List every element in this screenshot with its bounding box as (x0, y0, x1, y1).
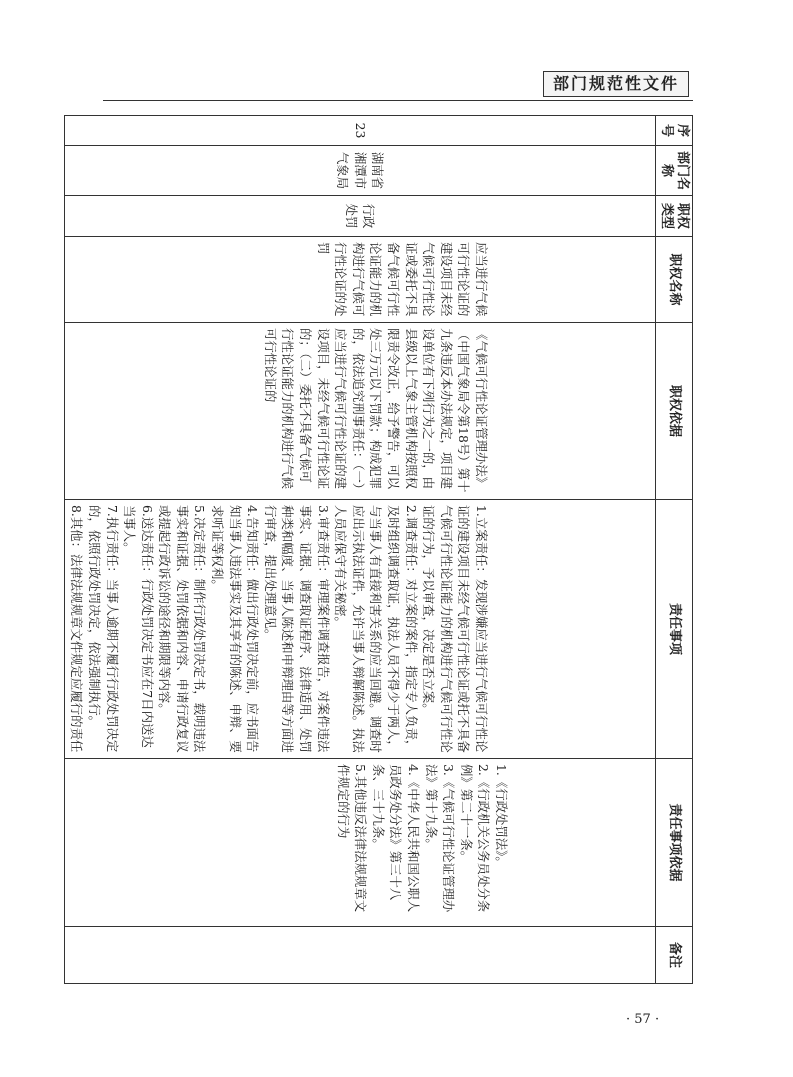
duty-item: 2.调查责任：对立案的案件，指定专人负责，及时组织调查取证，执法人员不得少于两人，与当事人有直接利害关系的应当回避。调查时应出示执法证件，允许当事人辩解陈述。执法人员应保守有关秘密。 (333, 505, 419, 753)
duty-item: 8.其他：法律法规规章文件规定应履行的责任 (69, 505, 85, 753)
cell-seq: 23 (64, 116, 655, 146)
header-rule (103, 100, 693, 101)
duty-item: 7.执行责任：当事人逾期不履行行政处罚决定的，依照行政处罚决定，依法强制执行。 (86, 505, 120, 753)
cell-duty (64, 500, 655, 759)
duty-basis-item: 2.《行政机关公务员处分条例》第二十一条。 (458, 764, 492, 913)
rotated-table-container (69, 115, 693, 983)
header-duty-basis: 责任事项依据 (656, 759, 693, 927)
duty-item: 5.决定责任：制作行政处罚决定书，载明违法事实和证据、处罚依据和内容、申请行政复议或提起行政诉讼的途径和期限等内容。 (157, 505, 208, 753)
duty-basis-item: 3.《气候可行性论证管理办法》第十九条。 (423, 764, 457, 913)
duty-basis-item: 5.其他违反法律法规规章文件规定的行为 (335, 764, 369, 913)
table-row (64, 116, 655, 984)
cell-dept: 湖南省湘潭市气象局 (64, 146, 655, 196)
duty-item: 3.审查责任：审理案件调查报告，对案件违法事实、证据、调查取证程序、法律适用、处罚种类和幅度、当事人陈述和申辩理由等方面进行审查，提出处理意见。 (262, 505, 331, 753)
header-type: 职权类型 (656, 196, 693, 237)
duty-item: 1.立案责任：发现涉嫌应当进行气候可行性论证的建设项目未经气候可行性论证或托不具备气候可行性论证能力的机构进行气候可行性论证的行为，予以审查，决定是否立案。 (421, 505, 489, 753)
power-list-table (64, 115, 693, 984)
header-dept: 部门名称 (656, 146, 693, 196)
duty-item: 6.送达责任：行政处罚决定书应在7日内送达当事人。 (122, 505, 155, 748)
header-duty: 责任事项 (656, 500, 693, 759)
duty-basis-item: 4.《中华人民共和国公职人员政务处分法》第三十八条、三十九条。 (370, 764, 422, 913)
header-name: 职权名称 (656, 237, 693, 323)
cell-remark (64, 927, 655, 984)
duty-item: 4.告知责任：做出行政处罚决定前，应书面告知当事人违法事实及其享有的陈述、申辩、要求听证等权利。 (210, 505, 261, 753)
cell-name: 应当进行气候可行性论证的建设项目未经气候可行性论证或委托不具备气候可行性论证能力的机构进行气候可行性论证的处罚 (64, 237, 655, 323)
duty-basis-item: 1.《行政处罚法》。 (494, 764, 509, 869)
cell-type: 行政处罚 (64, 196, 655, 237)
page-number: · 57 · (626, 1012, 660, 1027)
header-remark: 备注 (656, 927, 693, 984)
header-basis: 职权依据 (656, 323, 693, 500)
cell-basis: 《气候可行性论证管理办法》（中国气象局令第18号）第十九条违反本办法规定，项目建设单位有下列行为之一的，由县级以上气象主管机构按照权限责令改正，给予警告，可以处三万元以下罚款；构成犯罪的，依法追究刑事责任：（一）应当进行气候可行性论证的建设项目，未经气候可行性论证的；（二）委托不具备气候可行性论证能力的机构进行气候可行性论证的 (64, 323, 655, 500)
header-seq: 序号 (656, 116, 693, 146)
cell-duty-basis (64, 759, 655, 927)
header-row (656, 116, 693, 984)
document-category-badge: 部门规范性文件 (543, 71, 689, 97)
